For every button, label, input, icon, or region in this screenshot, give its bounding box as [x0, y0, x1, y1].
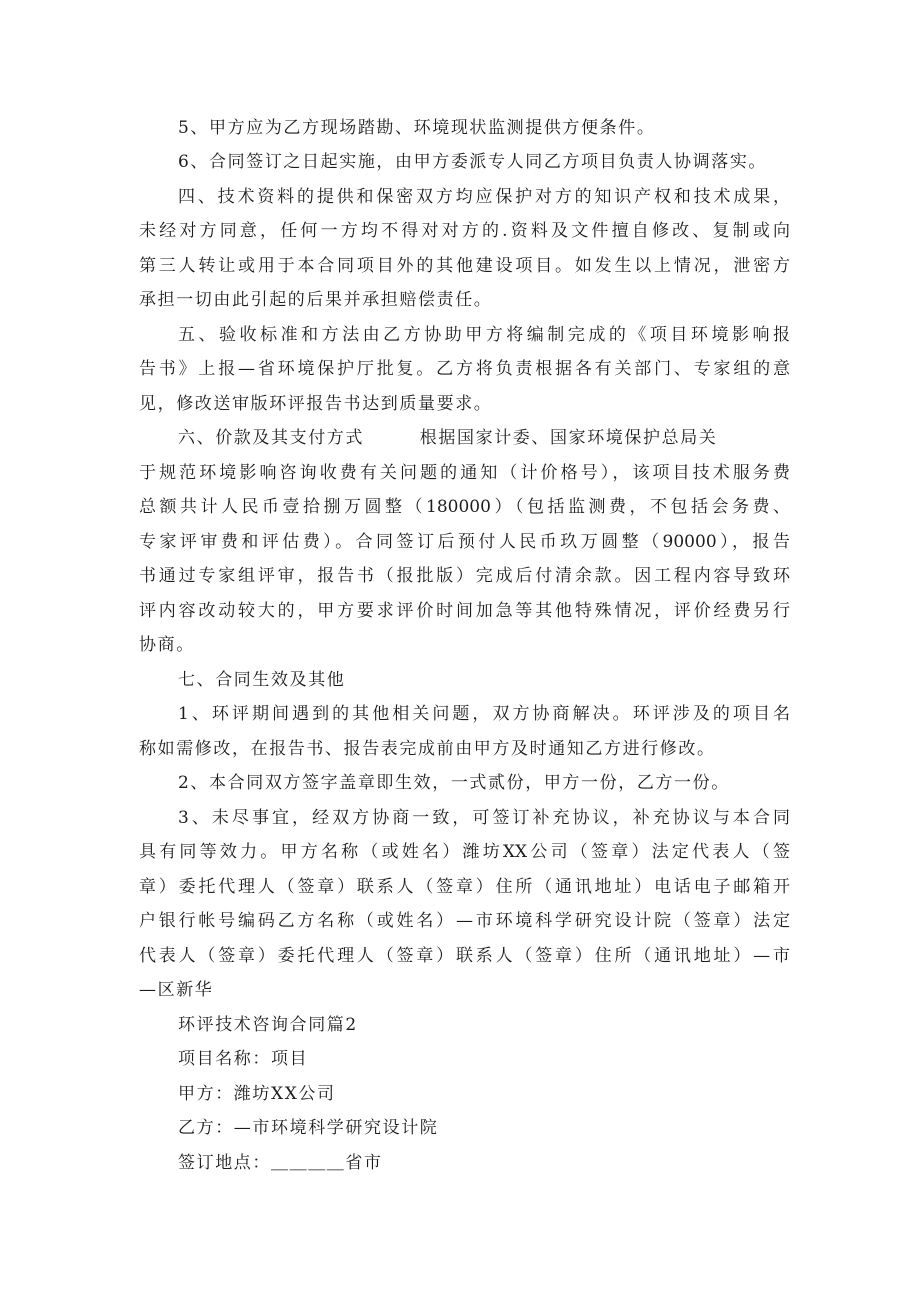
paragraph-line-6: 承担一切由此引起的后果并承担赔偿责任。	[139, 290, 493, 310]
paragraph-line-15: 评内容改动较大的，甲方要求评价时间加急等其他特殊情况，评价经费另行	[139, 601, 790, 621]
paragraph-line-11: 于规范环境影响咨询收费有关问题的通知（计价格号），该项目技术服务费	[139, 463, 790, 483]
paragraph-line-12: 总额共计人民币壹拾捌万圆整（180000）（包括监测费，不包括会务费、	[139, 497, 790, 517]
paragraph-line-14: 书通过专家组评审，报告书（报批版）完成后付清余款。因工程内容导致环	[139, 566, 790, 586]
paragraph-line-21: 3、未尽事宜，经双方协商一致，可签订补充协议，补充协议与本合同	[178, 808, 790, 828]
paragraph-line-16: 协商。	[139, 635, 195, 655]
section-heading-7: 七、合同生效及其他	[178, 670, 346, 690]
paragraph-line-18: 1、环评期间遇到的其他相关问题，双方协商解决。环评涉及的项目名	[178, 704, 790, 724]
paragraph-line-20: 2、本合同双方签字盖章即生效，一式贰份，甲方一份，乙方一份。	[178, 773, 730, 793]
paragraph-line-5: 第三人转让或用于本合同项目外的其他建设项目。如发生以上情况，泄密方	[139, 256, 790, 276]
paragraph-line-1: 5、甲方应为乙方现场踏勘、环境现状监测提供方便条件。	[178, 118, 656, 138]
paragraph-line-19: 称如需修改，在报告书、报告表完成前由甲方及时通知乙方进行修改。	[139, 739, 716, 759]
signing-location-line: 签订地点：＿＿＿＿省市	[178, 1153, 383, 1173]
paragraph-line-23: 章）委托代理人（签章）联系人（签章）住所（通讯地址）电话电子邮箱开	[139, 877, 790, 897]
paragraph-line-10: 六、价款及其支付方式 根据国家计委、国家环境保护总局关	[178, 428, 718, 448]
party-b-line: 乙方：—市环境科学研究设计院	[178, 1118, 439, 1138]
paragraph-line-4: 未经对方同意，任何一方均不得对对方的.资料及文件擅自修改、复制或向	[139, 221, 790, 241]
paragraph-line-24: 户银行帐号编码乙方名称（或姓名）—市环境科学研究设计院（签章）法定	[139, 911, 790, 931]
article-title: 环评技术咨询合同篇2	[178, 1015, 358, 1035]
paragraph-line-13: 专家评审费和评估费）。合同签订后预付人民币玖万圆整（90000），报告	[139, 532, 790, 552]
party-a-line: 甲方：潍坊XX公司	[178, 1084, 336, 1104]
project-name-line: 项目名称：项目	[178, 1049, 309, 1069]
paragraph-line-2: 6、合同签订之日起实施，由甲方委派专人同乙方项目负责人协调落实。	[178, 152, 768, 172]
paragraph-line-25: 代表人（签章）委托代理人（签章）联系人（签章）住所（通讯地址）—市	[139, 946, 790, 966]
paragraph-line-7: 五、验收标准和方法由乙方协助甲方将编制完成的《项目环境影响报	[178, 325, 790, 345]
paragraph-line-22: 具有同等效力。甲方名称（或姓名）潍坊XX公司（签章）法定代表人（签	[139, 842, 790, 862]
paragraph-line-26: —区新华	[139, 980, 214, 1000]
paragraph-line-3: 四、技术资料的提供和保密双方均应保护对方的知识产权和技术成果，	[178, 187, 790, 207]
paragraph-line-8: 告书》上报—省环境保护厅批复。乙方将负责根据各有关部门、专家组的意	[139, 359, 790, 379]
paragraph-line-9: 见，修改送审版环评报告书达到质量要求。	[139, 394, 493, 414]
